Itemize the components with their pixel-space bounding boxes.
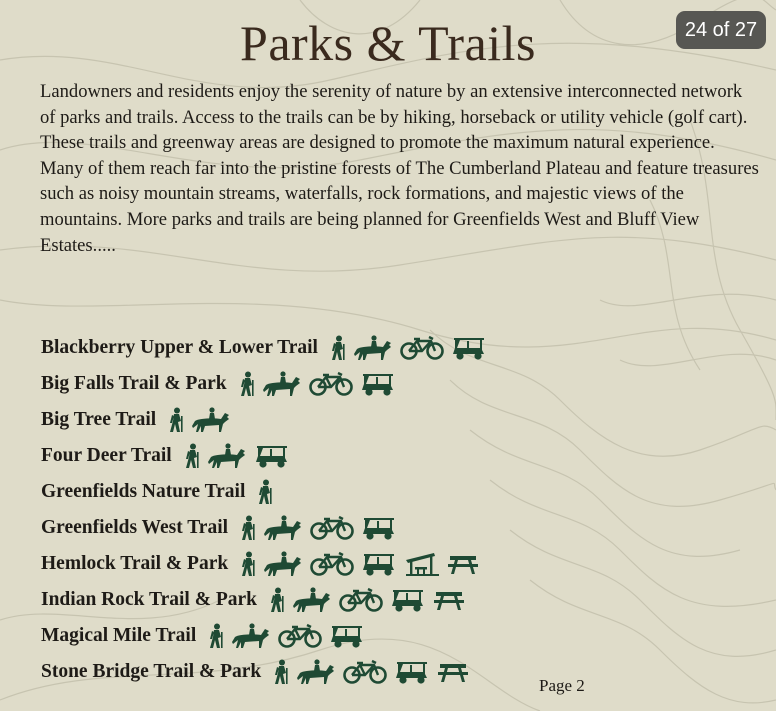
trail-row [41,582,487,618]
golf-cart-icon [361,551,397,577]
hiker-icon [257,479,273,505]
trail-name: Four Deer Trail [41,445,172,466]
trail-name: Greenfields West Trail [41,517,229,538]
horse-rider-icon [231,623,271,649]
horse-rider-icon [296,659,336,685]
golf-cart-icon [254,443,290,469]
trail-name: Greenfields Nature Trail [41,481,246,502]
trail-access-icons [269,587,465,613]
trail-row [41,474,487,510]
trail-row [41,366,487,402]
bicycle-icon [400,335,444,361]
hiker-icon [269,587,285,613]
trail-name: Stone Bridge Trail & Park [41,661,262,682]
picnic-table-icon [437,661,469,683]
horse-rider-icon [207,443,247,469]
bicycle-icon [343,659,387,685]
golf-cart-icon [451,335,487,361]
golf-cart-icon [329,623,365,649]
horse-rider-icon [191,407,231,433]
hiker-icon [208,623,224,649]
golf-cart-icon [390,587,426,613]
hiker-icon [239,371,255,397]
horse-rider-icon [263,515,303,541]
picnic-table-icon [433,589,465,611]
trail-row [41,546,487,582]
hiker-icon [273,659,289,685]
shelter-icon [404,552,440,576]
page-number: Page 2 [539,676,585,695]
trail-access-icons [330,335,487,361]
trail-access-icons [273,659,469,685]
slide-counter-badge: 24 of 27 [676,11,766,49]
bicycle-icon [339,587,383,613]
trail-access-icons [208,623,365,649]
hiker-icon [184,443,200,469]
trail-row [41,618,487,654]
trail-name: Blackberry Upper & Lower Trail [41,337,318,358]
trail-access-icons [257,479,273,505]
trail-name: Hemlock Trail & Park [41,553,229,574]
trail-row [41,402,487,438]
horse-rider-icon [292,587,332,613]
trail-access-icons [184,443,290,469]
horse-rider-icon [262,371,302,397]
trail-name: Indian Rock Trail & Park [41,589,257,610]
trail-name: Magical Mile Trail [41,625,197,646]
trail-row [41,330,487,366]
bicycle-icon [278,623,322,649]
intro-paragraph: Landowners and residents enjoy the serenity of nature by an extensive interconnected network of parks and trails. Access to the trails can be by hiking, horseback or utility vehicle (golf cart). These trails and greenway areas are designed to promote the maximum natural experience. Many of them reach far into the pristine forests of The Cumberland Plateau and feature treasures such as noisy mountain streams, waterfalls, rock formations, and majestic views of the mountains. More parks and trails are being planned for Greenfields West and Bluff View Estates..... [40,81,759,256]
hiker-icon [240,515,256,541]
trail-access-icons [240,551,479,577]
bicycle-icon [310,551,354,577]
trail-access-icons [239,371,396,397]
trail-row [41,654,487,690]
golf-cart-icon [360,371,396,397]
bicycle-icon [310,515,354,541]
trail-name: Big Tree Trail [41,409,157,430]
trail-name: Big Falls Trail & Park [41,373,227,394]
horse-rider-icon [263,551,303,577]
bicycle-icon [309,371,353,397]
hiker-icon [168,407,184,433]
page-title: Parks & Trails [240,15,536,71]
trail-row [41,510,487,546]
picnic-table-icon [447,553,479,575]
hiker-icon [240,551,256,577]
trail-access-icons [168,407,231,433]
horse-rider-icon [353,335,393,361]
hiker-icon [330,335,346,361]
trail-access-icons [240,515,397,541]
golf-cart-icon [394,659,430,685]
golf-cart-icon [361,515,397,541]
trail-row [41,438,487,474]
trail-list [41,330,487,690]
